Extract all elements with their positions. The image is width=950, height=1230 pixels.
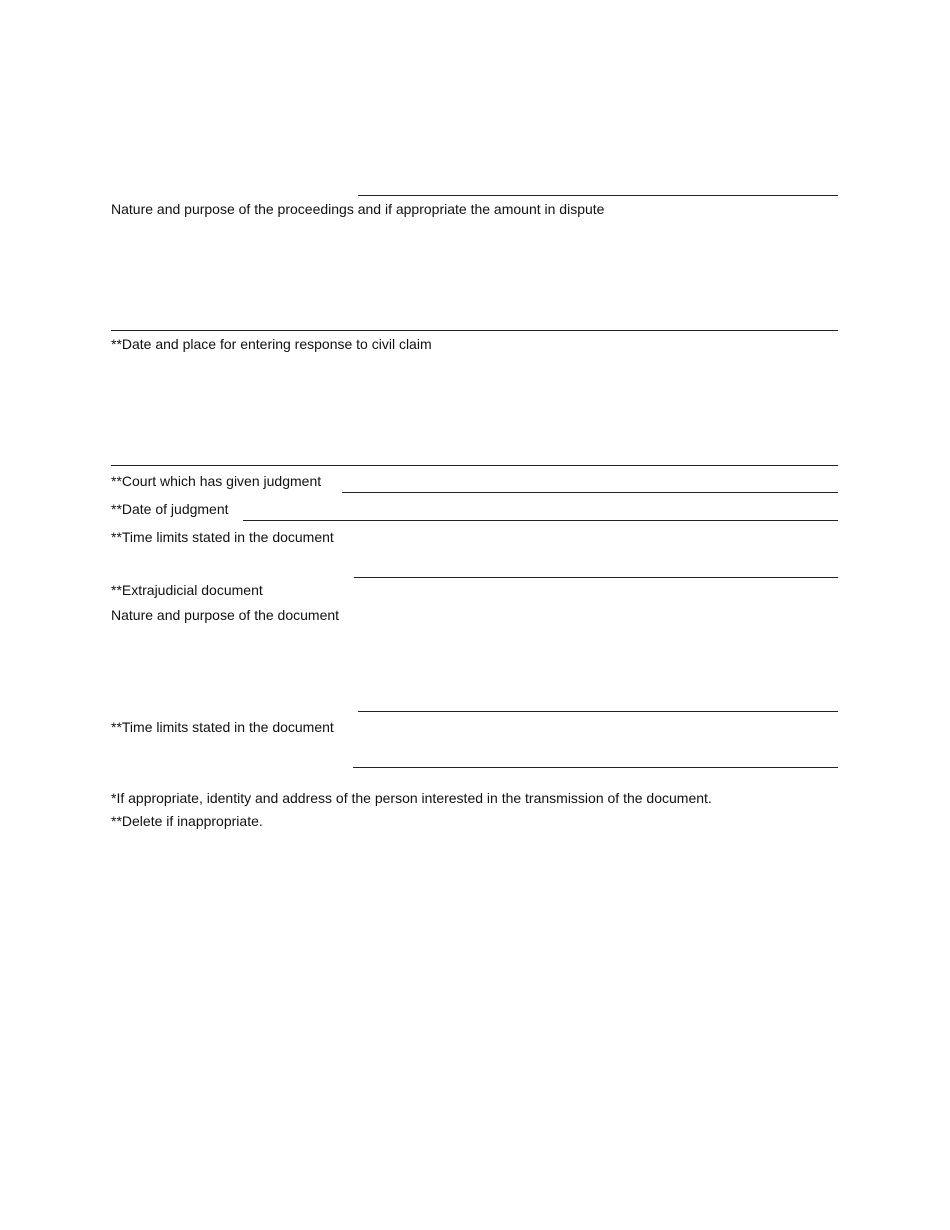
- time-limits-label-2: **Time limits stated in the document: [111, 719, 334, 735]
- judgment-date-rule: [243, 520, 838, 521]
- court-judgment-label: **Court which has given judgment: [111, 473, 322, 489]
- time-limits-label-1: **Time limits stated in the document: [111, 529, 334, 545]
- proceedings-top-rule: [358, 195, 838, 196]
- extrajudicial-document-label: **Extrajudicial document: [111, 582, 263, 598]
- document-nature-label: Nature and purpose of the document: [111, 607, 340, 623]
- judgment-date-field[interactable]: [243, 499, 838, 521]
- proceedings-nature-field[interactable]: [111, 309, 838, 331]
- document-nature-field[interactable]: [358, 690, 838, 712]
- judgment-date-label: **Date of judgment: [111, 501, 229, 517]
- time-limits-field-2[interactable]: [353, 746, 838, 768]
- proceedings-top-field[interactable]: [358, 174, 838, 196]
- time-limits-field-1[interactable]: [354, 556, 838, 578]
- time-limits-rule-2: [353, 767, 838, 768]
- response-date-place-field[interactable]: [111, 444, 838, 466]
- time-limits-rule-1: [354, 577, 838, 578]
- court-judgment-field[interactable]: [342, 471, 838, 493]
- court-judgment-rule: [342, 492, 838, 493]
- proceedings-nature-label: Nature and purpose of the proceedings and if appropriate the amount in dispute: [111, 201, 605, 217]
- footnote-identity-address: *If appropriate, identity and address of the person interested in the transmission of the document.: [111, 790, 712, 806]
- document-nature-rule: [358, 711, 838, 712]
- proceedings-nature-rule: [111, 330, 838, 331]
- footnote-delete-inappropriate: **Delete if inappropriate.: [111, 813, 263, 829]
- response-date-place-rule: [111, 465, 838, 466]
- response-date-place-label: **Date and place for entering response to civil claim: [111, 336, 432, 352]
